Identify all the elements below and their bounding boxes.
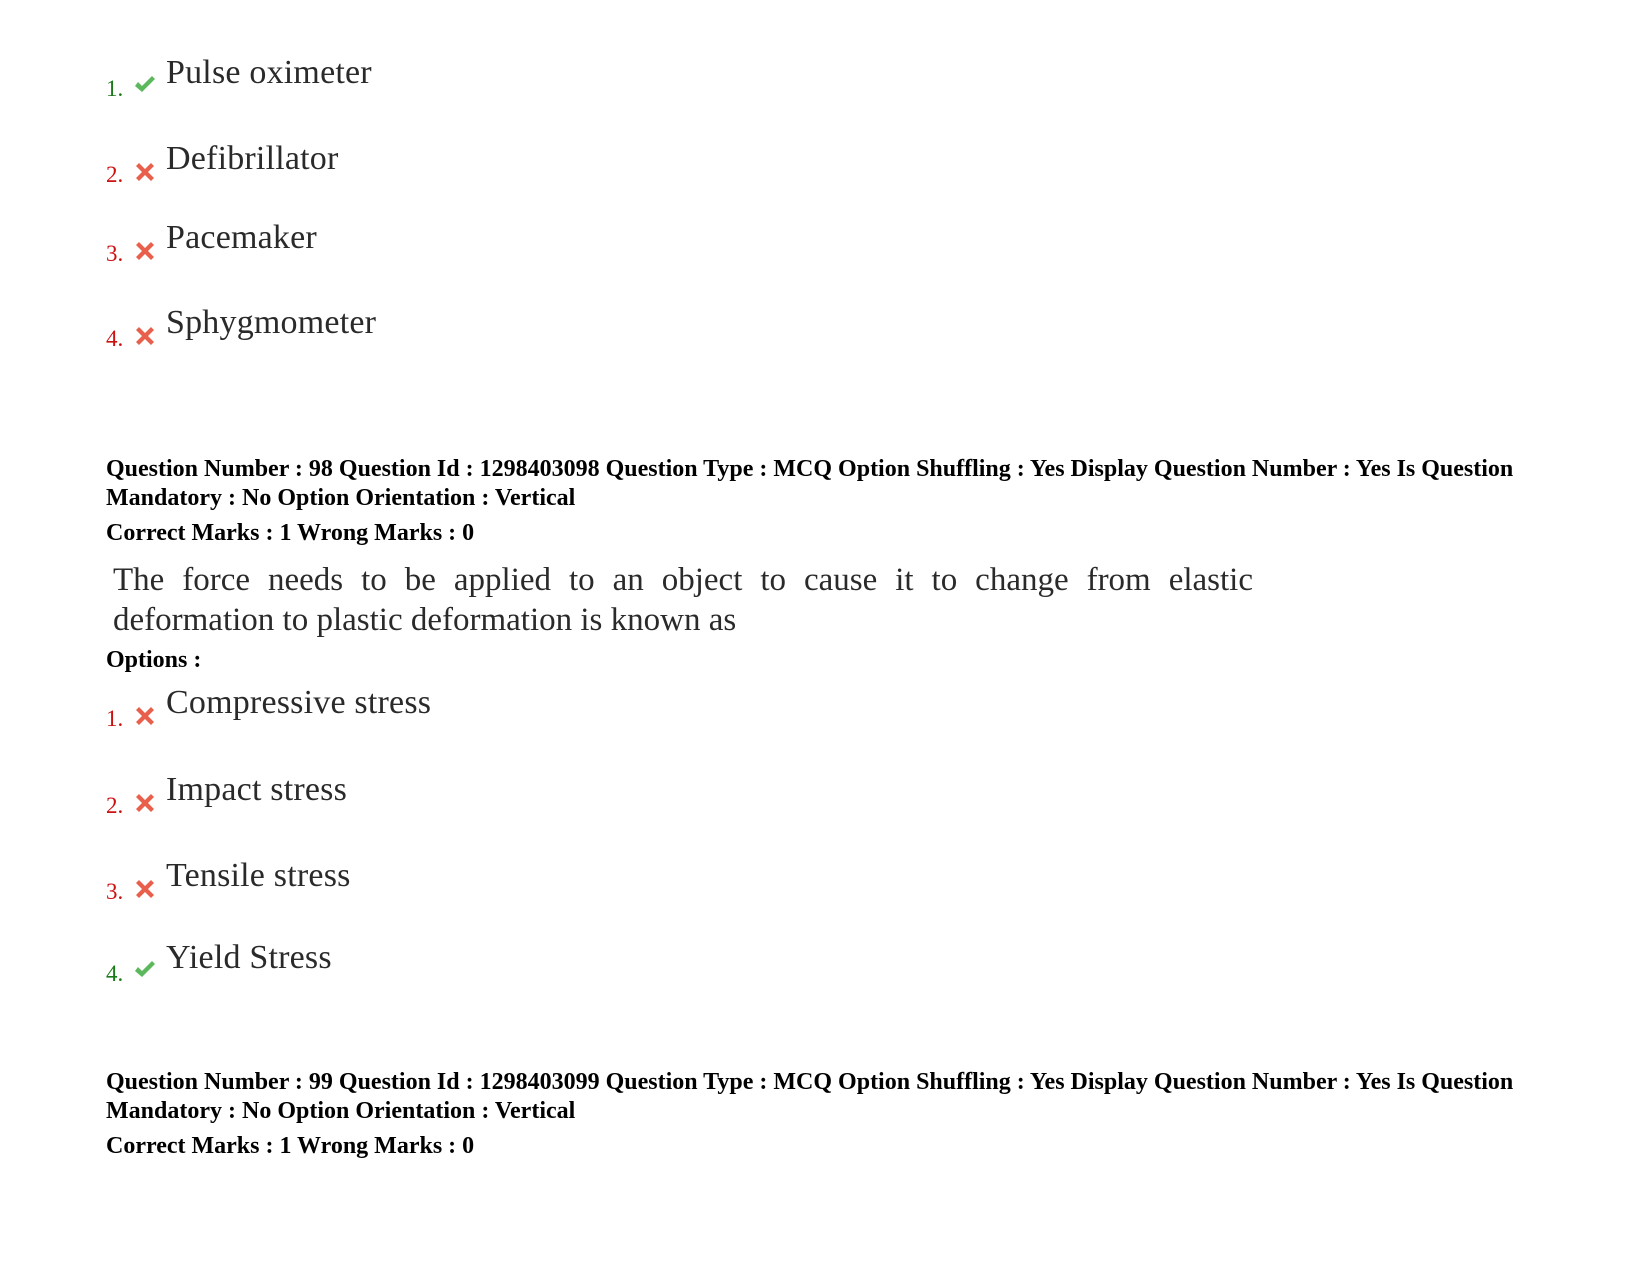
option-number: 4.: [106, 961, 124, 986]
option-number: 3.: [106, 879, 124, 904]
question-marks: Correct Marks : 1 Wrong Marks : 0: [106, 1133, 475, 1159]
cross-icon: [132, 237, 158, 263]
question-text: The force needs to be applied to an object to cause it to change from elastic deformation to plastic deformation is known as: [113, 562, 1253, 638]
options-label: Options :: [106, 647, 202, 673]
option-text: Yield Stress: [166, 939, 332, 976]
option-number: 1.: [106, 706, 124, 731]
option-item: [106, 680, 806, 740]
option-text: Pacemaker: [166, 219, 317, 256]
option-number: 2.: [106, 793, 124, 818]
cross-icon: [132, 158, 158, 184]
option-item: [106, 215, 806, 275]
option-text: Defibrillator: [166, 140, 339, 177]
check-icon: [132, 957, 158, 983]
option-item: [106, 300, 806, 360]
option-item: [106, 935, 806, 995]
option-number: 2.: [106, 162, 124, 187]
check-icon: [132, 72, 158, 98]
question-marks: Correct Marks : 1 Wrong Marks : 0: [106, 520, 475, 546]
option-text: Compressive stress: [166, 684, 432, 721]
cross-icon: [132, 322, 158, 348]
option-number: 1.: [106, 76, 124, 101]
option-text: Sphygmometer: [166, 304, 377, 341]
option-item: [106, 136, 806, 196]
cross-icon: [132, 875, 158, 901]
question-meta: Question Number : 99 Question Id : 1298403099 Question Type : MCQ Option Shuffling : Yes Display Question Number : Yes Is Question Mandatory : No Option Orientation : Vertical: [106, 1069, 1514, 1124]
option-text: Impact stress: [166, 771, 348, 808]
cross-icon: [132, 702, 158, 728]
option-number: 3.: [106, 241, 124, 266]
option-item: [106, 767, 806, 827]
question-meta: Question Number : 98 Question Id : 1298403098 Question Type : MCQ Option Shuffling : Yes Display Question Number : Yes Is Question Mandatory : No Option Orientation : Vertical: [106, 456, 1514, 511]
option-text: Pulse oximeter: [166, 54, 372, 91]
option-number: 4.: [106, 326, 124, 351]
option-item: [106, 853, 806, 913]
option-item: [106, 50, 806, 110]
option-text: Tensile stress: [166, 857, 351, 894]
cross-icon: [132, 789, 158, 815]
